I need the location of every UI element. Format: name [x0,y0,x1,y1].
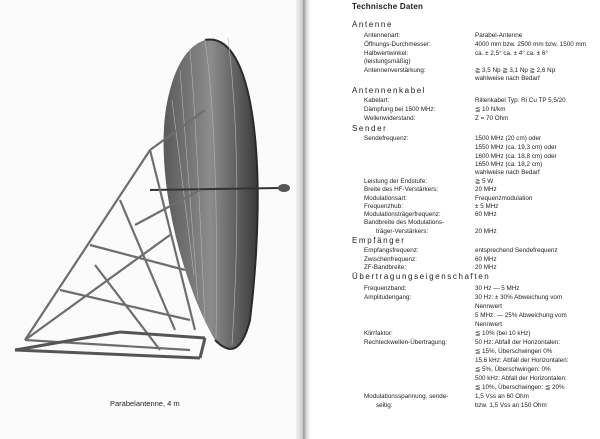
spec-row: ZF-Bandbreite: 20 MHz [364,264,497,271]
section-title-kabel: Antennenkabel [352,86,427,95]
spec-row: Frequenzband: 30 Hz — 5 MHz [364,285,520,292]
section-title-antenne: Antenne [352,20,394,29]
spec-row: Leistung der Endstufe: ≧ 5 W [364,178,494,185]
spec-row: ≦ 15%, Überschwingen 0% [475,348,553,355]
spec-row: Halbwertwinkel: ca. ± 2,5° ca. ± 4° ca. ± 6° [364,50,548,57]
section-title-empfaenger: Empfänger [352,236,406,245]
page-title: Technische Daten [352,2,424,11]
spec-row: Nennwert [475,303,502,310]
spec-row: Nennwert [475,321,502,328]
spec-row: Rechteckwellen-Übertragung: 50 Hz: Abfall der Horizontalen: [364,339,561,346]
spec-row: wahlweise nach Bedarf [475,75,540,82]
spec-row: Klirrfaktor: ≦ 10% (bei 10 kHz) [364,330,531,337]
photo-caption: Parabelantenne, 4 m [110,399,180,408]
spec-row: Wellenwiderstand: Z = 70 Ohm [364,115,509,122]
spec-row: 1600 MHz (ca. 18,8 cm) oder [475,153,557,160]
spec-row: 5 MHz: — 25% Abweichung vom [475,312,567,319]
spec-row: 500 kHz: Abfall der Horizontalen: [475,375,567,382]
spec-row: Zwischenfrequenz: 60 MHz [364,256,497,263]
section-title-uebertragung: Übertragungseigenschaften [352,272,491,281]
spec-row: Dämpfung bei 1500 MHz: ≦ 10 N/km [364,106,506,113]
spec-row: ≦ 5%, Überschwingen: 0% [475,366,551,373]
spec-row: Antennenverstärkung: ≧ 3,5 Np ≧ 3,1 Np ≧ 2,6 Np [364,67,556,74]
spec-row: 1550 MHz (ca. 19,3 cm) oder [475,144,557,151]
spec-row: Breite des HF-Verstärkers: 20 MHz [364,186,497,193]
spec-row: Amplitudengang: 30 Hz: ± 30% Abweichung vom [364,294,563,301]
spec-row: Frequenzhub: ± 5 MHz [364,203,499,210]
spec-row: Bandbreite des Modulations- [364,219,445,226]
spec-row: Modulationsspannung, sende- 1,5 Vss an 60 Ohm [364,393,529,400]
spec-row: Modulationsträgerfrequenz: 60 MHz [364,211,497,218]
spec-row: 15,6 kHz: Abfall der Horizontalen: [475,357,569,364]
spec-row: (leistungsmäßig) [364,58,411,65]
spec-row: Öffnungs-Durchmesser: 4000 mm bzw. 2500 mm bzw. 1500 mm [364,41,586,48]
spec-row: Empfangsfrequenz: entsprechend Sendefrequenz [364,247,558,254]
spec-row: seitig: bzw. 1,5 Vss an 150 Ohm [376,402,547,409]
spec-row: Modulationsart: Frequenzmodulation [364,195,533,202]
spec-row: wahlweise nach Bedarf [475,169,540,176]
spec-row: Kabelart: Rillenkabel Typ: Ri Cu TP 5,5/20 [364,97,566,104]
spec-row: Sendefrequenz: 1500 MHz (20 cm) oder [364,135,542,142]
spec-row: 1650 MHz (ca. 18,2 cm) [475,161,543,168]
spec-row: Antennenart: Parabel-Antenne [364,32,523,39]
section-title-sender: Sender [352,124,388,133]
spec-row: ≦ 10%, Überschwingen: ≦ 20% [475,384,565,391]
spec-row: träger-Verstärkers: 20 MHz [376,228,497,235]
